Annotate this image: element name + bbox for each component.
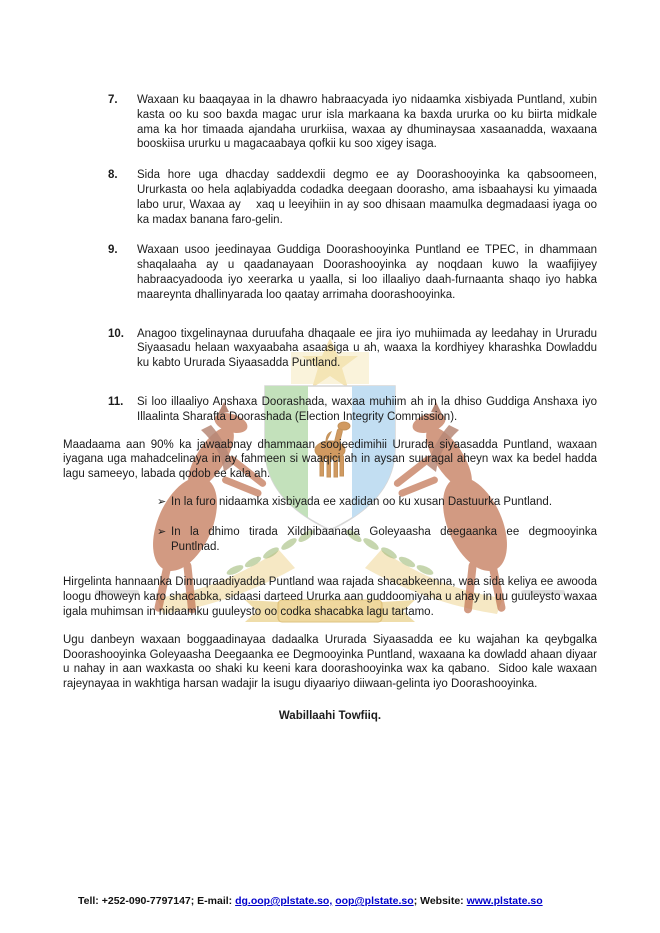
bullet-item-2 bbox=[63, 525, 597, 555]
arrow-bullet-icon: ➢ bbox=[157, 495, 167, 508]
item-text: Waxaan usoo jeedinayaa Guddiga Doorashooyinka Puntland ee TPEC, in dhammaan shaqalaaha ay u qaadanayaan Doorashooyinka ay noqdaan kuwo la waafijiyey habraacyadooda iyo xeerarka u yaalla, si loo illaaliyo daah-furnaanta shaqo iyo habka maareynta dhallinyarada loo qaatay arrimaha doorashooyinka. bbox=[137, 244, 597, 301]
footer-website-label: ; Website: bbox=[413, 895, 467, 907]
item-number: 11. bbox=[108, 395, 124, 408]
email-link-dg-oop[interactable]: dg.oop@plstate.so, bbox=[235, 895, 333, 907]
bullet-text: In la furo nidaamka xisbiyada ee xadidan oo ku xusan Dastuurka Puntland. bbox=[171, 495, 553, 508]
paragraph-maadaama: Maadaama aan 90% ka jawaabnay dhammaan soojeedimihii Ururada siyaasadda Puntland, waxaan iyagana uga mahadcelinaya in ay fahmeen si waaqici ah in aysan suuragal aheyn wax ka bedel hadda lagu sameeyo, labada qodob ee kala ah. bbox=[63, 438, 597, 481]
closing-line: Wabillaahi Towfiiq. bbox=[278, 709, 382, 722]
website-link[interactable]: www.plstate.so bbox=[466, 895, 543, 907]
numbered-item-11 bbox=[63, 395, 597, 425]
numbered-item-8 bbox=[63, 168, 597, 227]
item-number: 8. bbox=[108, 169, 118, 182]
footer-tell-email-label: Tell: +252-090-7797147; E-mail: bbox=[78, 895, 236, 907]
bullet-item-1 bbox=[63, 495, 597, 510]
item-number: 9. bbox=[108, 244, 118, 257]
item-number: 10. bbox=[108, 327, 124, 340]
paragraph-ugu-danbeyn: Ugu danbeyn waxaan boggaadinayaa dadaalka Ururada Siyaasadda ee ku wajahan ka qeybgalka Doorashooyinka Goleyaasha Deegaanka ee Degmooyinka Puntland, waxaana ka dowladd ahaan diyaar u nahay in aan waxkasta oo shaki ku keeni kara doorashooyinka wax ka qabano. Sidoo kale waxaan rajeynayaa in wakhtiga harsan wadajir la isugu diyaariyo diiwaan-gelinta iyo Doorashooyinka. bbox=[63, 633, 597, 691]
item-text: Si loo illaaliyo Anshaxa Doorashada, waxaa muhiim ah in la dhiso Guddiga Anshaxa iyo Illaalinta Sharafta Doorashada (Election Integrity Commission). bbox=[137, 395, 597, 423]
item-number: 7. bbox=[108, 94, 118, 106]
item-text: Anagoo tixgelinaynaa duruufaha dhaqaale ee jira iyo muhiimada ay leedahay in Ururadu Siyaasadu helaan waxyaabaha asaasiga u ah, waaxa la kordhiyey kharashka Dowladdu ku kabto Ururada Siyaasadda Puntland. bbox=[137, 327, 597, 370]
item-text: Sida hore uga dhacday saddexdii degmo ee ay Doorashooyinka ka qabsoomeen, Ururkasta oo hela aqlabiyadda codadka deegaan doorasho, ama isbaahaysi ku yimaada labo urur, Waxaa ay xaq u leeyihiin in ay soo dhisaan maamulka degmadaasi iyaga oo ka madax banana faro-gelin. bbox=[137, 169, 597, 226]
arrow-bullet-icon: ➢ bbox=[157, 525, 167, 538]
email-link-oop[interactable]: oop@plstate.so bbox=[335, 895, 414, 907]
paragraph-hirgelinta: Hirgelinta hannaanka Dimuqraadiyadda Puntland waa rajada shacabkeenna, waa sida keliya ee awooda loogu dhoweyn karo shacabka, sidaasi darteed Ururka aan guddoomiyaha u ahay in uu guuleysto waxaa igala muhimsan in nidaamku guuleysto oo codka shacabka lagu tartamo. bbox=[63, 576, 597, 618]
item-text: Waxaan ku baaqayaa in la dhawro habraacyada iyo nidaamka xisbiyada Puntland, xubin kasta oo ku soo baxda magac urur isla markaana ka baxda ururka oo ku biirta midkale ama ka hor timaada ajandaha ururkiisa, waxaa ay dhuminaysaa xasaanadda, waxaana booskiisa ururku u magacaabaya qofkii ku soo xigey isaga. bbox=[137, 94, 597, 151]
numbered-item-9 bbox=[63, 243, 597, 302]
numbered-item-7 bbox=[63, 93, 597, 152]
contact-footer bbox=[78, 895, 543, 907]
numbered-item-10 bbox=[63, 327, 597, 371]
bullet-text: In la dhimo tirada Xildhibaanada Goleyaasha deegaanka ee degmooyinka Puntlnad. bbox=[171, 525, 597, 553]
